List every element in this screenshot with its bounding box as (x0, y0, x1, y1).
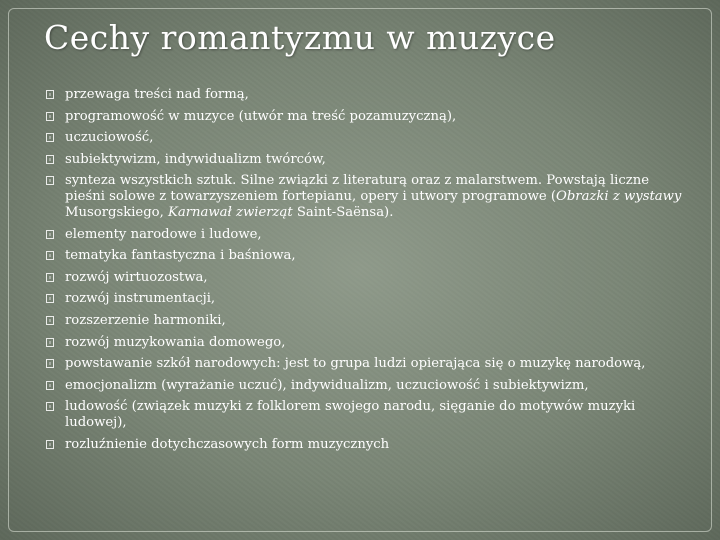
square-bullet-icon (46, 440, 54, 449)
work-title-carnival: Karnawał zwierząt (168, 204, 293, 220)
list-item (46, 313, 686, 329)
list-item (46, 356, 686, 372)
list-item-text: powstawanie szkół narodowych: jest to grupa ludzi opierająca się o muzykę narodową, (65, 356, 646, 372)
list-item-text: tematyka fantastyczna i baśniowa, (65, 248, 296, 264)
square-bullet-icon (46, 90, 54, 99)
list-item-text: uczuciowość, (65, 130, 154, 146)
list-item (46, 291, 686, 307)
list-item-text: rozwój wirtuozostwa, (65, 269, 208, 285)
square-bullet-icon (46, 176, 54, 185)
list-item-text: subiektywizm, indywidualizm twórców, (65, 151, 326, 167)
list-item (46, 378, 686, 394)
square-bullet-icon (46, 294, 54, 303)
list-item (46, 227, 686, 243)
square-bullet-icon (46, 112, 54, 121)
list-item (46, 399, 686, 431)
list-item (46, 248, 686, 264)
list-item-text: rozluźnienie dotychczasowych form muzycznych (65, 436, 390, 452)
list-item-text: rozszerzenie harmoniki, (65, 312, 226, 328)
list-item-text: przewaga treści nad formą, (65, 87, 249, 102)
bullet-list (46, 87, 686, 458)
slide-title: Cechy romantyzmu w muzyce (44, 18, 556, 57)
list-item (46, 109, 686, 125)
square-bullet-icon (46, 133, 54, 142)
list-item (46, 87, 686, 103)
list-item (46, 173, 686, 220)
list-item-text: programowość w muzyce (utwór ma treść pozamuzyczną), (65, 108, 457, 124)
square-bullet-icon (46, 338, 54, 347)
list-item (46, 335, 686, 351)
square-bullet-icon (46, 273, 54, 282)
square-bullet-icon (46, 251, 54, 260)
square-bullet-icon (46, 155, 54, 164)
list-item (46, 270, 686, 286)
synthesis-text: synteza wszystkich sztuk. Silne związki z literaturą oraz z malarstwem. Powstają liczne pieśni solowe z towarzyszeniem fortepianu, opery i utwory programowe ( (65, 173, 650, 205)
list-item-text: elementy narodowe i ludowe, (65, 226, 262, 242)
square-bullet-icon (46, 359, 54, 368)
work-title-pictures: Obrazki z wystawy (556, 189, 682, 205)
composer-musorgsky: Musorgskiego, (65, 204, 168, 220)
composer-saint-saens: Saint-Saënsa). (292, 204, 394, 220)
list-item-text (65, 173, 681, 220)
square-bullet-icon (46, 402, 54, 411)
list-item-text: rozwój muzykowania domowego, (65, 334, 286, 350)
square-bullet-icon (46, 230, 54, 239)
square-bullet-icon (46, 381, 54, 390)
list-item-text: ludowość (związek muzyki z folklorem swojego narodu, sięganie do motywów muzyki ludowej), (65, 399, 636, 431)
list-item-text: rozwój instrumentacji, (65, 291, 216, 307)
list-item (46, 152, 686, 168)
square-bullet-icon (46, 316, 54, 325)
list-item (46, 130, 686, 146)
list-item (46, 437, 686, 453)
list-item-text: emocjonalizm (wyrażanie uczuć), indywidualizm, uczuciowość i subiektywizm, (65, 377, 589, 393)
